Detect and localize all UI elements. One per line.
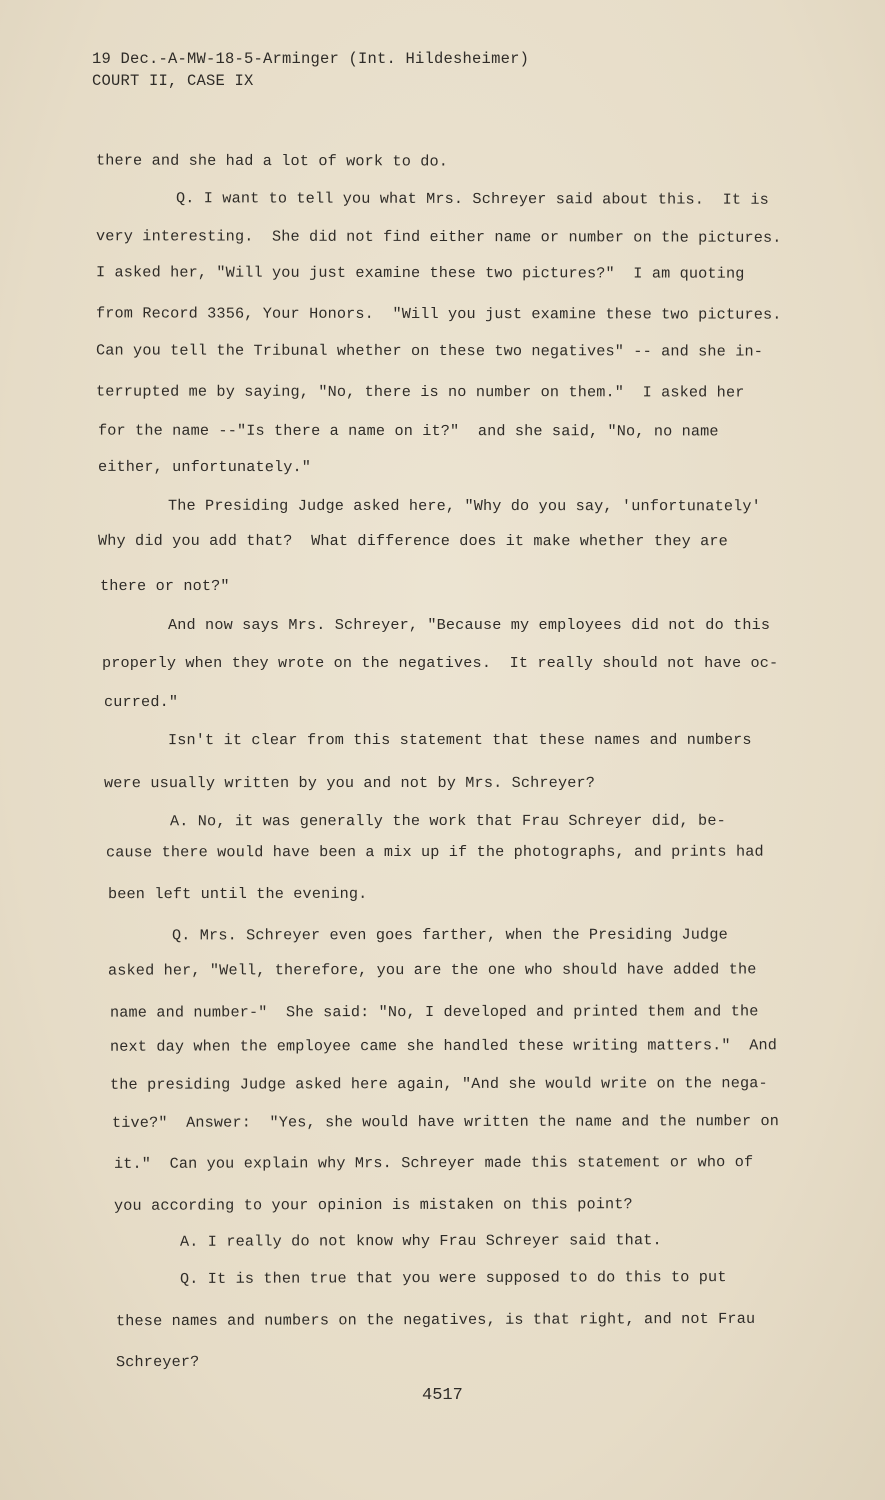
text-line: A. No, it was generally the work that Frau Schreyer did, be- (169, 811, 726, 831)
text-line: very interesting. She did not find either name or number on the pictures. (95, 227, 782, 247)
text-line: terrupted me by saying, "No, there is no number on them." I asked her (95, 382, 745, 402)
text-line: A. I really do not know why Frau Schreyer said that. (179, 1231, 662, 1251)
text-line: Can you tell the Tribunal whether on these two negatives" -- and she in- (95, 341, 764, 361)
text-line: Q. I want to tell you what Mrs. Schreyer said about this. It is (175, 189, 769, 209)
text-line: the presiding Judge asked here again, "And she would write on the nega- (109, 1074, 768, 1094)
text-line: Q. Mrs. Schreyer even goes farther, when the Presiding Judge (171, 925, 728, 945)
text-line: from Record 3356, Your Honors. "Will you just examine these two pictures. (95, 304, 782, 324)
text-line: properly when they wrote on the negatives. It really should not have oc- (101, 653, 779, 673)
text-line: asked her, "Well, therefore, you are the one who should have added the (107, 960, 757, 980)
page-number: 4517 (422, 1386, 463, 1405)
text-line: And now says Mrs. Schreyer, "Because my employees did not do this (167, 615, 771, 635)
text-line: you according to your opinion is mistaken on this point? (113, 1195, 633, 1215)
text-line: Q. It is then true that you were supposed to do this to put (179, 1268, 727, 1288)
text-line: there or not?" (99, 576, 230, 596)
text-line: were usually written by you and not by Mrs. Schreyer? (103, 773, 596, 793)
text-line: cause there would have been a mix up if the photographs, and prints had (105, 842, 764, 862)
text-line: curred." (103, 692, 179, 712)
header-line-2: COURT II, CASE IX (92, 72, 254, 90)
text-line: Schreyer? (115, 1352, 200, 1372)
text-line: for the name --"Is there a name on it?" and she said, "No, no name (97, 421, 719, 441)
text-line: tive?" Answer: "Yes, she would have written the name and the number on (111, 1112, 780, 1132)
text-line: been left until the evening. (107, 884, 368, 904)
text-line: Why did you add that? What difference does it make whether they are (97, 531, 728, 551)
text-line: name and number-" She said: "No, I developed and printed them and the (109, 1002, 759, 1022)
text-line: either, unfortunately." (97, 457, 312, 477)
text-line: there and she had a lot of work to do. (95, 151, 449, 171)
text-line: The Presiding Judge asked here, "Why do you say, 'unfortunately' (167, 496, 761, 516)
header-line-1: 19 Dec.-A-MW-18-5-Arminger (Int. Hildesheimer) (92, 50, 530, 68)
text-line: it." Can you explain why Mrs. Schreyer made this statement or who of (113, 1153, 754, 1173)
text-line: Isn't it clear from this statement that these names and numbers (167, 730, 752, 750)
text-line: these names and numbers on the negatives, is that right, and not Frau (115, 1309, 756, 1331)
text-line: I asked her, "Will you just examine these two pictures?" I am quoting (95, 263, 745, 283)
text-line: next day when the employee came she handled these writing matters." And (109, 1036, 778, 1056)
